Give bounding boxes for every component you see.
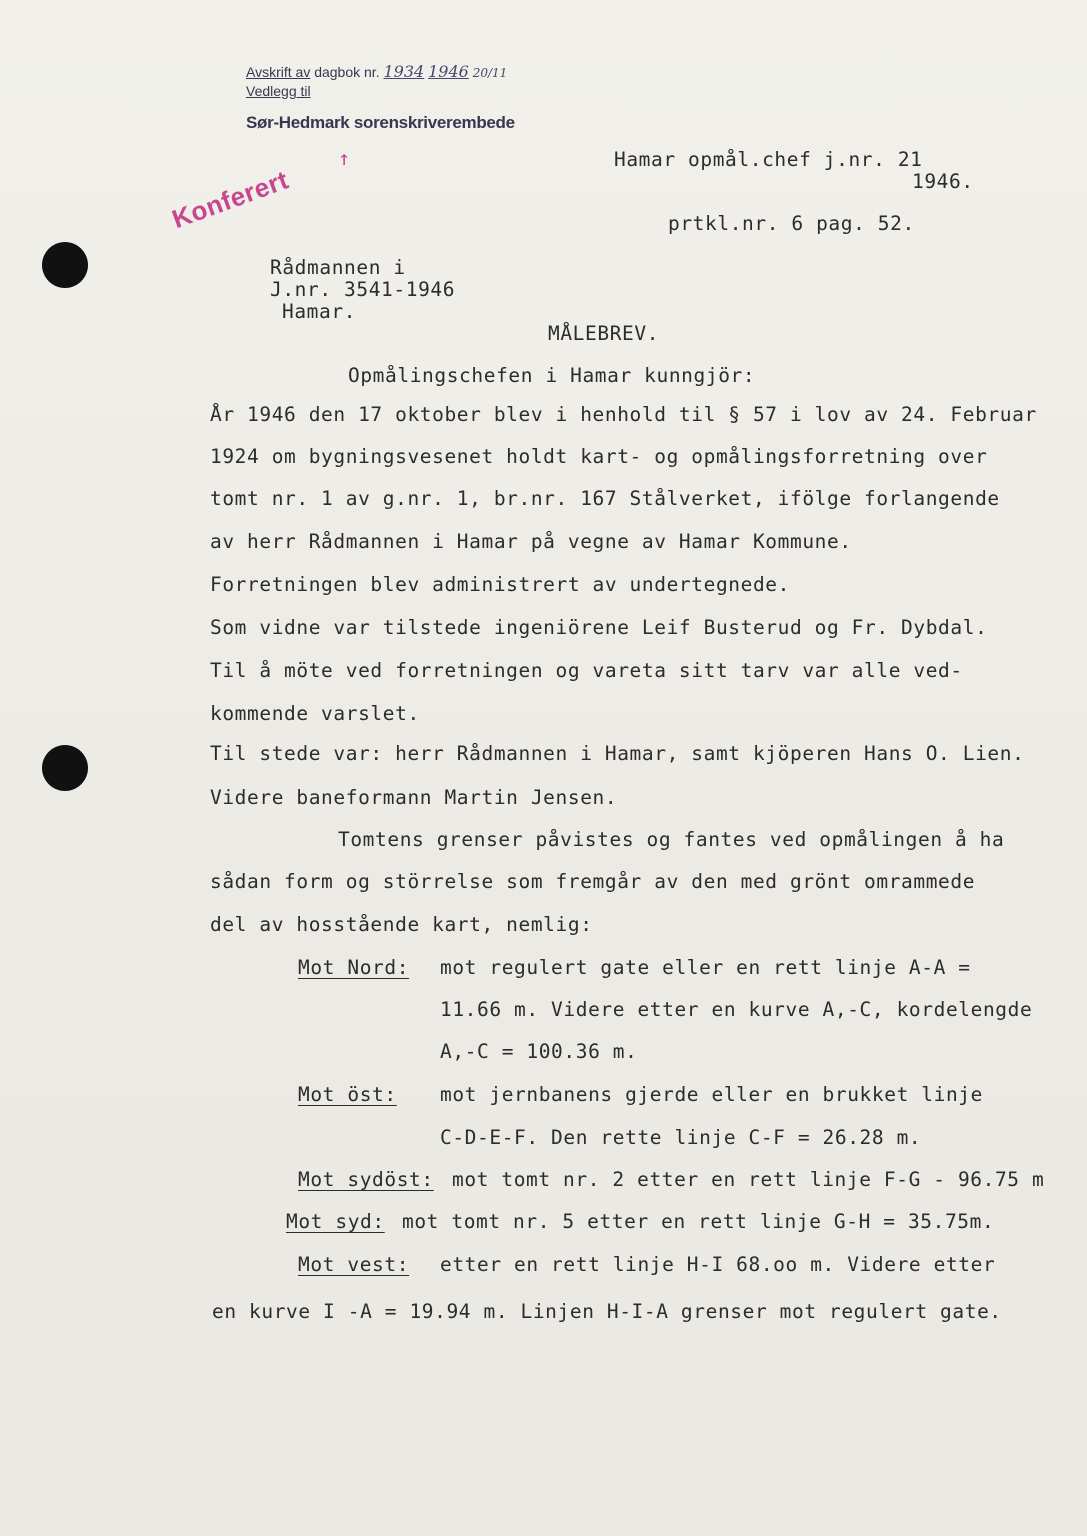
pen-mark: ↑	[338, 146, 351, 170]
boundary-sydost-label: Mot sydöst:	[298, 1168, 434, 1191]
addressee-line-2: J.nr. 3541-1946	[270, 278, 456, 301]
konferert-stamp: Konferert	[168, 164, 293, 235]
boundary-syd-label: Mot syd:	[286, 1210, 385, 1233]
boundary-nord-label: Mot Nord:	[298, 956, 410, 979]
boundary-ost-line: mot jernbanens gjerde eller en brukket linje	[440, 1083, 983, 1106]
punch-hole	[42, 242, 88, 288]
document-title: MÅLEBREV.	[548, 322, 660, 345]
body-line: kommende varslet.	[210, 702, 420, 725]
intro-line: Opmålingschefen i Hamar kunngjör:	[348, 364, 756, 387]
para2-line: Tomtens grenser påvistes og fantes ved opmålingen å ha	[338, 828, 1005, 851]
ref-line-1: Hamar opmål.chef j.nr. 21	[614, 148, 923, 171]
boundary-vest-label: Mot vest:	[298, 1253, 410, 1276]
boundary-ost-line: C-D-E-F. Den rette linje C-F = 26.28 m.	[440, 1126, 922, 1149]
body-line: Forretningen blev administrert av undertegnede.	[210, 573, 790, 596]
boundary-nord-line: A,-C = 100.36 m.	[440, 1040, 638, 1063]
ref-year: 1946.	[912, 170, 974, 193]
boundary-nord-line: mot regulert gate eller en rett linje A-A =	[440, 956, 971, 979]
body-line: År 1946 den 17 oktober blev i henhold til § 57 i lov av 24. Februar	[210, 403, 1037, 426]
boundary-vest-cont: en kurve I -A = 19.94 m. Linjen H-I-A grenser mot regulert gate.	[212, 1300, 1002, 1323]
punch-hole	[42, 745, 88, 791]
stamp-line-2: Vedlegg til	[246, 83, 311, 99]
stamp-number: 1934	[383, 62, 425, 81]
body-line: Til stede var: herr Rådmannen i Hamar, samt kjöperen Hans O. Lien.	[210, 742, 1025, 765]
stamp-date: 20/11	[472, 66, 508, 80]
para2-line: sådan form og störrelse som fremgår av den med grönt omrammede	[210, 870, 976, 893]
body-line: Til å möte ved forretningen og vareta sitt tarv var alle ved-	[210, 659, 963, 682]
body-line: 1924 om bygningsvesenet holdt kart- og opmålingsforretning over	[210, 445, 988, 468]
stamp-label: dagbok nr.	[314, 64, 380, 80]
boundary-sydost-text: mot tomt nr. 2 etter en rett linje F-G - 96.75 m	[452, 1168, 1045, 1191]
body-line: Videre baneformann Martin Jensen.	[210, 786, 618, 809]
boundary-syd-text: mot tomt nr. 5 etter en rett linje G-H = 35.75m.	[402, 1210, 995, 1233]
boundary-nord-line: 11.66 m. Videre etter en kurve A,-C, kordelengde	[440, 998, 1033, 1021]
body-line: Som vidne var tilstede ingeniörene Leif Busterud og Fr. Dybdal.	[210, 616, 988, 639]
boundary-ost-label: Mot öst:	[298, 1083, 397, 1106]
addressee-line-3: Hamar.	[282, 300, 357, 323]
para2-line: del av hosstående kart, nemlig:	[210, 913, 593, 936]
stamp-line-3: Sør-Hedmark sorenskriverembede	[246, 113, 515, 132]
ref-line-3: prtkl.nr. 6 pag. 52.	[668, 212, 915, 235]
stamp-year: 1946	[428, 62, 469, 81]
stamp-line-1	[246, 62, 507, 81]
boundary-vest-text: etter en rett linje H-I 68.oo m. Videre etter	[440, 1253, 996, 1276]
stamp-prefix: Avskrift av	[246, 64, 311, 80]
body-line: av herr Rådmannen i Hamar på vegne av Hamar Kommune.	[210, 530, 852, 553]
addressee-line-1: Rådmannen i	[270, 256, 406, 279]
body-line: tomt nr. 1 av g.nr. 1, br.nr. 167 Stålverket, ifölge forlangende	[210, 487, 1000, 510]
